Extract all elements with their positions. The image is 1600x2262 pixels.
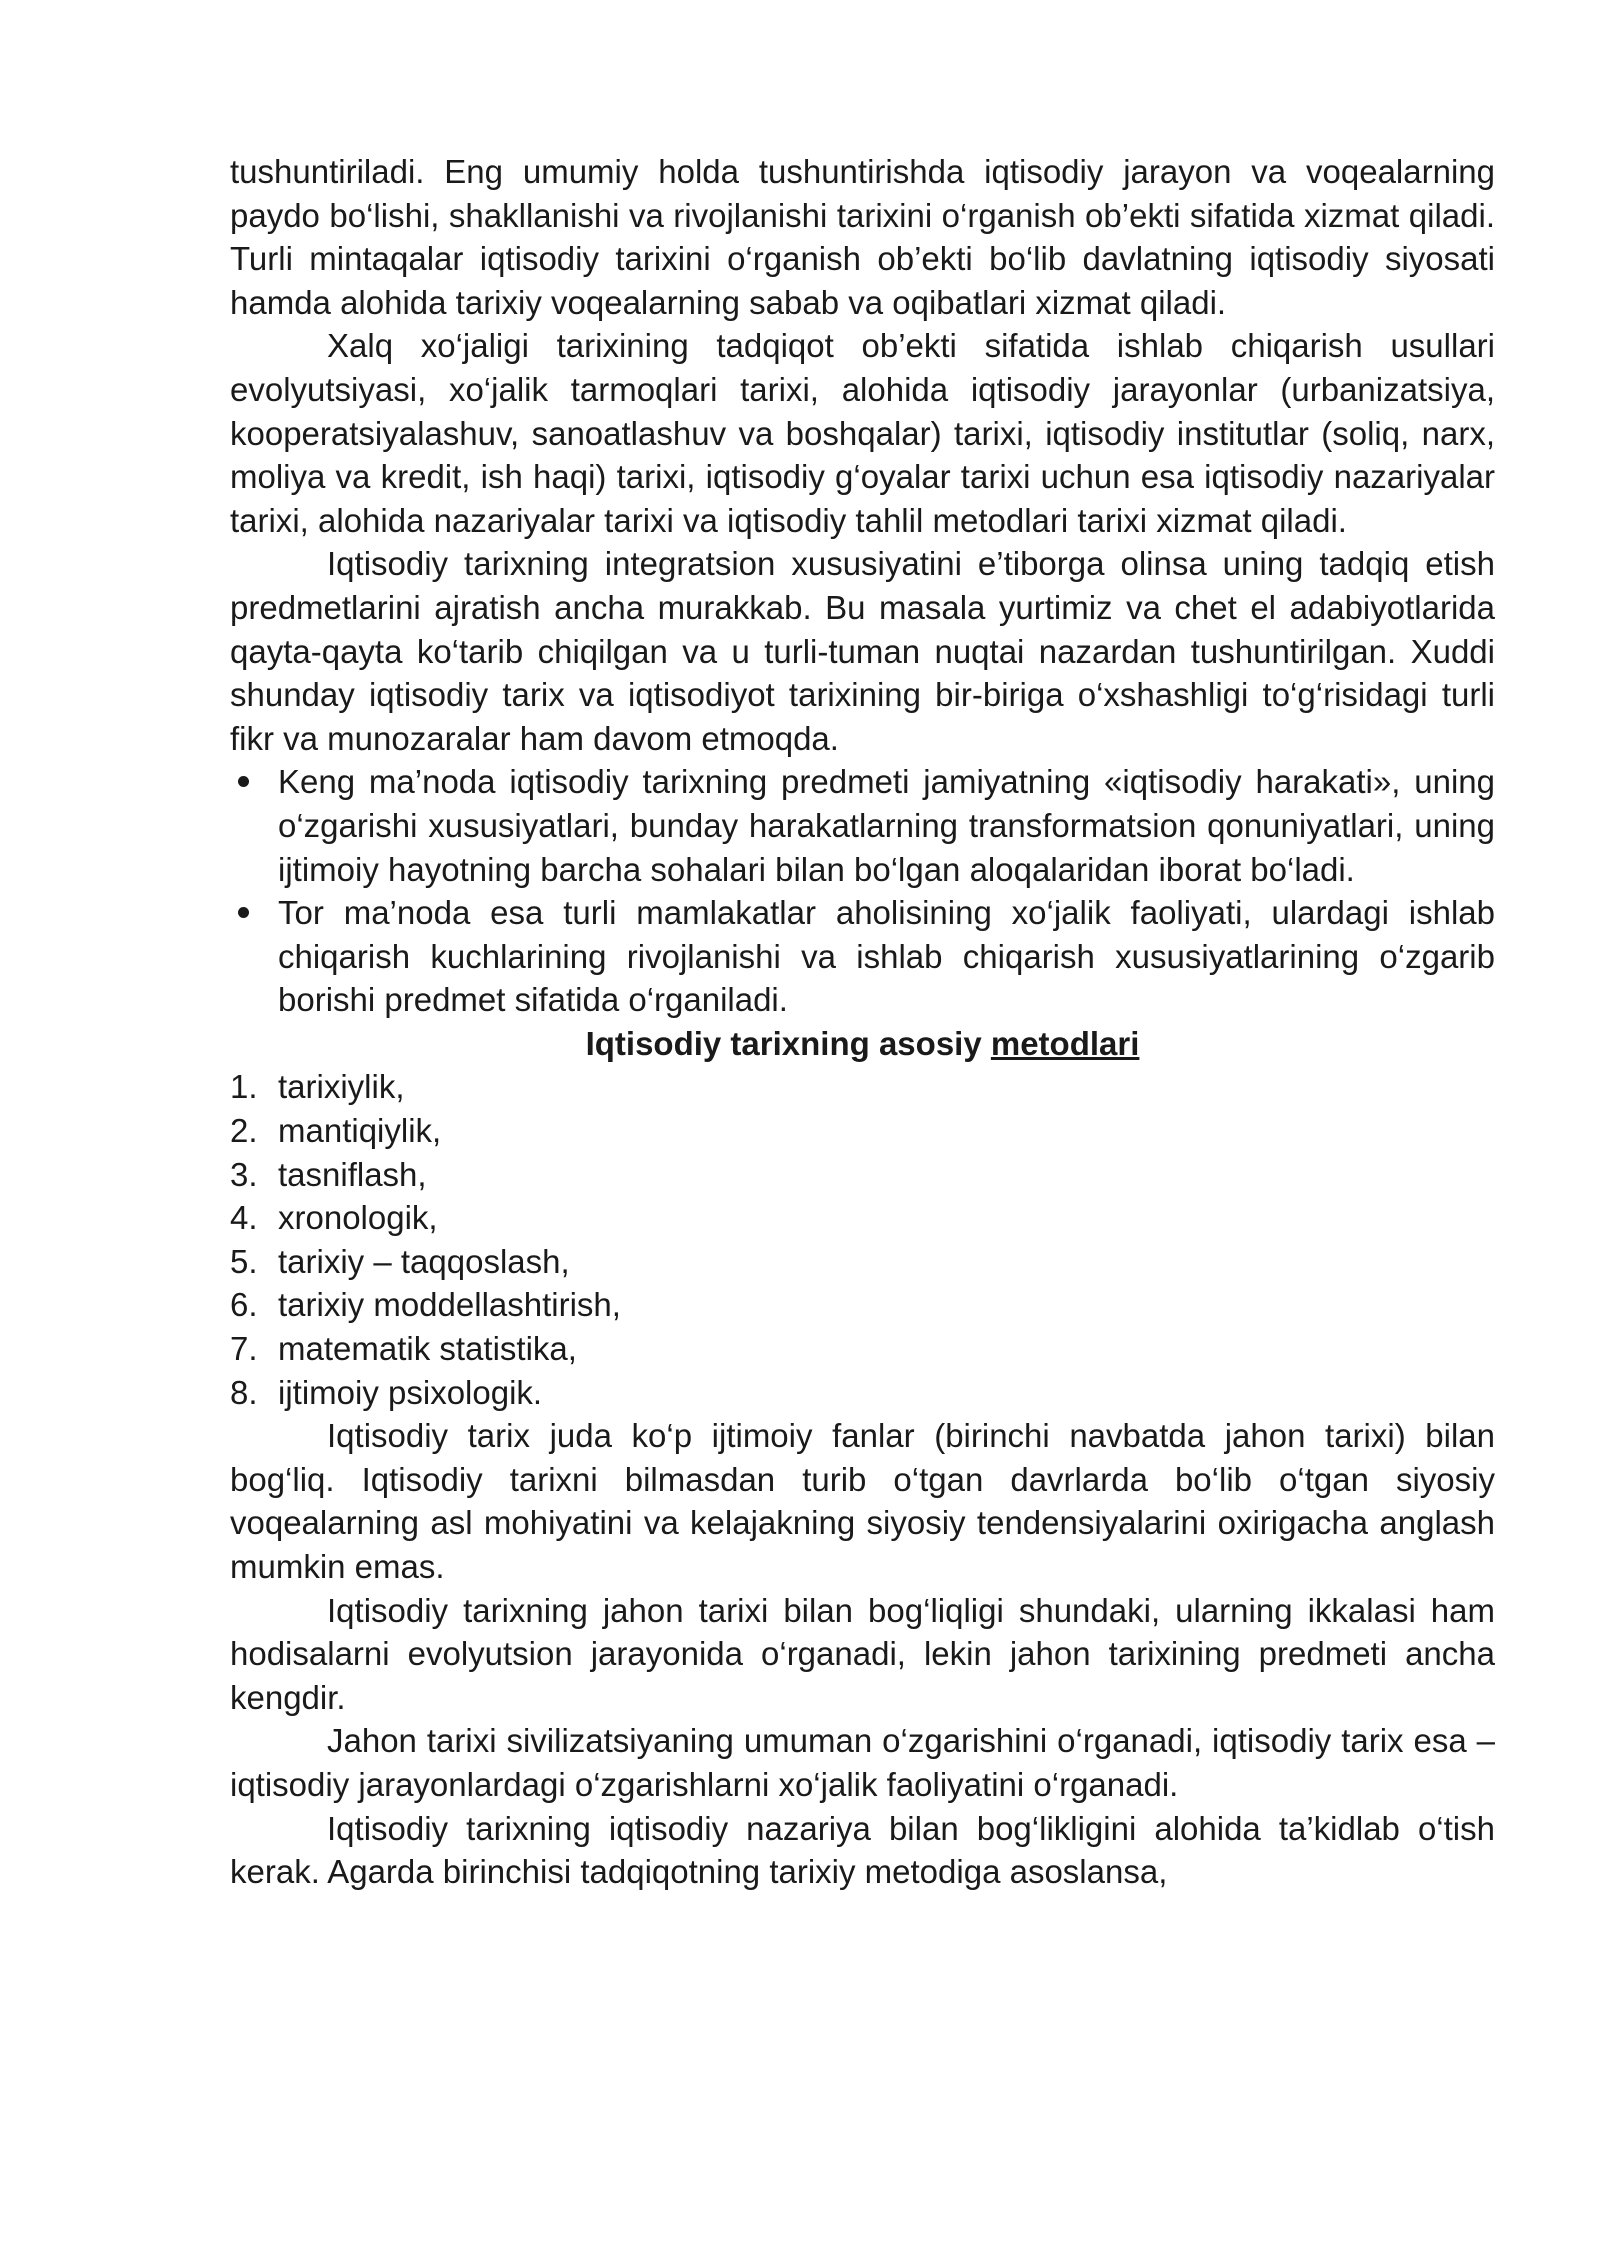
method-item xyxy=(230,1153,1495,1197)
method-text: tasniflash, xyxy=(278,1155,427,1193)
method-number: 1. xyxy=(230,1068,258,1106)
section-heading xyxy=(230,1022,1495,1066)
bullet-item-narrow xyxy=(230,891,1495,1022)
method-item xyxy=(230,1065,1495,1109)
paragraph-research-object: Xalq xo‘jaligi tarixining tadqiqot ob’ekti sifatida ishlab chiqarish usullari evolyutsiyasi, xo‘jalik tarmoqlari tarixi, alohida iqtisodiy jarayonlar (urbanizatsiya, kooperatsiyalashuv, sanoatlashuv va boshqalar) tarixi, iqtisodiy institutlar (soliq, narx, moliya va kredit, ish haqi) tarixi, iqtisodiy g‘oyalar tarixi uchun esa iqtisodiy nazariyalar tarixi, alohida nazariyalar tarixi va iqtisodiy tahlil metodlari tarixi xizmat qiladi. xyxy=(230,327,1495,539)
method-text: xronologik, xyxy=(278,1199,438,1237)
subject-bullet-list xyxy=(230,760,1495,1022)
bullet-item-broad xyxy=(230,760,1495,891)
document-page xyxy=(230,150,1495,1894)
method-text: ijtimoiy psixologik. xyxy=(278,1373,543,1411)
paragraph-social-sciences: Iqtisodiy tarix juda ko‘p ijtimoiy fanlar (birinchi navbatda jahon tarixi) bilan bog‘liq. Iqtisodiy tarixni bilmasdan turib o‘tgan davrlarda bo‘lib o‘tgan siyosiy voqealarning asl mohiyatini va kelajakning siyosiy tendensiyalarini oxirigacha anglash mumkin emas. xyxy=(230,1417,1495,1585)
paragraph-world-history-link: Iqtisodiy tarixning jahon tarixi bilan bog‘liqligi shundaki, ularning ikkalasi ham hodisalarni evolyutsion jarayonida o‘rganadi, lekin jahon tarixining predmeti ancha kengdir. xyxy=(230,1591,1495,1716)
method-number: 3. xyxy=(230,1155,258,1193)
method-item xyxy=(230,1196,1495,1240)
method-text: tarixiy moddellashtirish, xyxy=(278,1286,621,1324)
method-item xyxy=(230,1283,1495,1327)
method-text: matematik statistika, xyxy=(278,1330,577,1368)
bullet-dot-icon xyxy=(238,907,249,918)
methods-numbered-list xyxy=(230,1065,1495,1414)
paragraph-continuation: tushuntiriladi. Eng umumiy holda tushuntirishda iqtisodiy jarayon va voqealarning paydo bo‘lishi, shakllanishi va rivojlanishi tarixini o‘rganish ob’ekti sifatida xizmat qiladi. Turli mintaqalar iqtisodiy tarixini o‘rganish ob’ekti bo‘lib davlatning iqtisodiy siyosati hamda alohida tarixiy voqealarning sabab va oqibatlari xizmat qiladi. xyxy=(230,153,1495,321)
method-text: mantiqiylik, xyxy=(278,1112,442,1150)
paragraph-integration: Iqtisodiy tarixning integratsion xususiyatini e’tiborga olinsa uning tadqiq etish predmetlarini ajratish ancha murakkab. Bu masala yurtimiz va chet el adabiyotlarida qayta-qayta ko‘tarib chiqilgan va u turli-tuman nuqtai nazardan tushuntirilgan. Xuddi shunday iqtisodiy tarix va iqtisodiyot tarixining bir-biriga o‘xshashligi to‘g‘risidagi turli fikr va munozaralar ham davom etmoqda. xyxy=(230,545,1495,757)
method-number: 4. xyxy=(230,1199,258,1237)
heading-main-text: Iqtisodiy tarixning asosiy xyxy=(585,1024,991,1062)
method-item xyxy=(230,1371,1495,1415)
method-item xyxy=(230,1240,1495,1284)
method-number: 2. xyxy=(230,1112,258,1150)
method-text: tarixiy – taqqoslash, xyxy=(278,1242,570,1280)
method-number: 8. xyxy=(230,1373,258,1411)
bullet-text: Tor ma’noda esa turli mamlakatlar aholisining xo‘jalik faoliyati, ulardagi ishlab chiqarish kuchlarining rivojlanishi va ishlab chiqarish xususiyatlarining o‘zgarib borishi predmet sifatida o‘rganiladi. xyxy=(278,894,1495,1019)
method-item xyxy=(230,1327,1495,1371)
method-item xyxy=(230,1109,1495,1153)
bullet-text: Keng ma’noda iqtisodiy tarixning predmeti jamiyatning «iqtisodiy harakati», uning o‘zgarishi xususiyatlari, bunday harakatlarning transformatsion qonuniyatlari, uning ijtimoiy hayotning barcha sohalari bilan bo‘lgan aloqalaridan iborat bo‘ladi. xyxy=(278,763,1495,888)
paragraph-civilization: Jahon tarixi sivilizatsiyaning umuman o‘zgarishini o‘rganadi, iqtisodiy tarix esa – iqtisodiy jarayonlardagi o‘zgarishlarni xo‘jalik faoliyatini o‘rganadi. xyxy=(230,1722,1495,1803)
bullet-dot-icon xyxy=(238,776,249,787)
method-text: tarixiylik, xyxy=(278,1068,405,1106)
heading-underlined-text: metodlari xyxy=(990,1024,1140,1062)
method-number: 7. xyxy=(230,1330,258,1368)
method-number: 5. xyxy=(230,1242,258,1280)
paragraph-economic-theory: Iqtisodiy tarixning iqtisodiy nazariya bilan bog‘likligini alohida ta’kidlab o‘tish kerak. Agarda birinchisi tadqiqotning tarixiy metodiga asoslansa, xyxy=(230,1809,1495,1891)
method-number: 6. xyxy=(230,1286,258,1324)
